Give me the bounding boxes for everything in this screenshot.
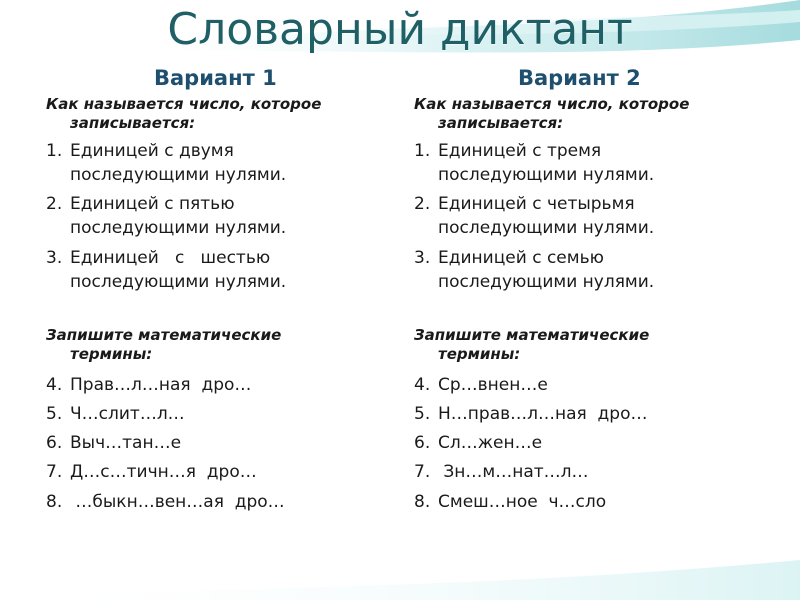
item-number: 1. [414,141,431,161]
item-text: Единицей с семью [438,248,604,268]
item-text: Н…прав…л…ная дро… [438,404,648,424]
item-number: 4. [46,375,63,395]
prompt-line-2: записывается: [70,114,196,132]
item-text-continued: последующими нулями. [438,218,655,238]
item-text: Выч…тан…е [70,433,182,453]
item-text: Зн…м…нат…л… [438,462,589,482]
item-number: 4. [414,375,431,395]
variant-1-heading: Вариант 1 [154,66,277,90]
number-prompt [46,95,376,133]
item-text-continued: последующими нулями. [70,218,287,238]
item-text: Д…с…тичн…я дро… [70,462,257,482]
prompt-line-2: термины: [70,345,153,363]
list-item [414,373,774,397]
item-number: 5. [414,404,431,424]
list-item [46,460,406,484]
prompt-line-2: записывается: [438,114,564,132]
variant-2-heading: Вариант 2 [518,66,641,90]
list-item [414,192,774,240]
item-text: Сл…жен…е [438,433,543,453]
slide-title: Словарный диктант [167,4,633,55]
item-number: 8. [414,492,431,512]
list-item [414,139,774,187]
item-text: Единицей с шестью [70,248,271,268]
terms-prompt [414,326,744,364]
list-item [46,192,406,240]
item-text: Единицей с пятью [70,194,235,214]
terms-prompt [46,326,376,364]
item-text: Смеш…ное ч…сло [438,492,607,512]
list-item [46,431,406,455]
item-number: 7. [414,462,431,482]
item-text-continued: последующими нулями. [438,272,655,292]
prompt-line-1: Как называется число, которое [46,95,322,113]
item-text: Ср…внен…е [438,375,548,395]
item-number: 8. [46,492,63,512]
item-number: 7. [46,462,63,482]
list-item [414,490,774,514]
item-text: Единицей с тремя [438,141,602,161]
item-number: 1. [46,141,63,161]
item-number: 6. [414,433,431,453]
number-prompt [414,95,744,133]
bottom-swoosh [0,560,800,600]
prompt-line-1: Как называется число, которое [414,95,690,113]
item-text-continued: последующими нулями. [438,165,655,185]
list-item [46,402,406,426]
item-number: 5. [46,404,63,424]
list-item [414,431,774,455]
list-item [46,490,406,514]
prompt-line-1: Запишите математические [46,326,282,344]
prompt-line-1: Запишите математические [414,326,650,344]
item-text: Единицей с четырьмя [438,194,635,214]
list-item [46,246,406,294]
list-item [46,373,406,397]
list-item [414,246,774,294]
item-text-continued: последующими нулями. [70,272,287,292]
item-number: 3. [414,248,431,268]
item-number: 2. [414,194,431,214]
item-number: 6. [46,433,63,453]
list-item [46,139,406,187]
item-text: Ч…слит…л… [70,404,185,424]
item-text: …быкн…вен…ая дро… [70,492,285,512]
prompt-line-2: термины: [438,345,521,363]
item-text: Единицей с двумя [70,141,234,161]
item-text-continued: последующими нулями. [70,165,287,185]
list-item [414,402,774,426]
item-text: Прав…л…ная дро… [70,375,252,395]
list-item [414,460,774,484]
item-number: 2. [46,194,63,214]
item-number: 3. [46,248,63,268]
